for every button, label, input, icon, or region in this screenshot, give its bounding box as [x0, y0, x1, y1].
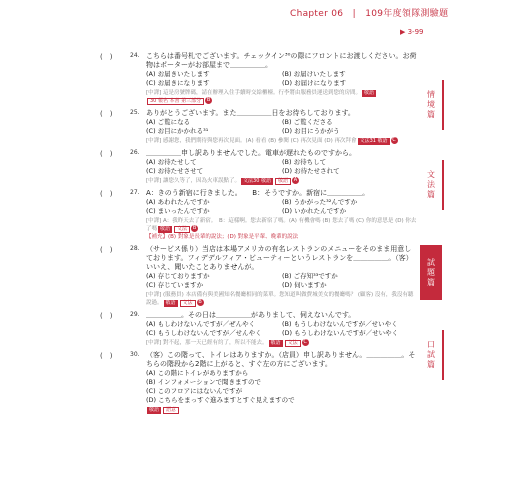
option[interactable]: (A) 存じておりますか	[146, 272, 210, 280]
side-tab-label: 情境篇	[426, 90, 436, 120]
option[interactable]: (D) もうしわけないんですが／せいやく	[282, 329, 399, 337]
page-number: ▶ 3-99	[400, 28, 424, 36]
answer-badge: C	[303, 339, 307, 345]
question-number: 27.	[130, 189, 140, 196]
answer-blank[interactable]: ( )	[100, 190, 113, 198]
side-tab-exam[interactable]	[420, 245, 442, 300]
answer-badge: B	[198, 299, 202, 305]
topic-tag: 語意	[163, 407, 179, 414]
topic-tag: 敬語	[364, 90, 375, 96]
question-item	[100, 149, 418, 185]
option[interactable]: (A) ご覧になる	[146, 118, 191, 126]
answer-blank[interactable]: ( )	[100, 246, 113, 254]
option[interactable]: (C) まいったんですか	[146, 207, 210, 215]
topic-tag: 敬語	[149, 407, 160, 413]
option[interactable]: (C) 存じていますか	[146, 281, 204, 289]
option[interactable]: (D) こちらをまっすぐ進みますとすぐ見えますので	[146, 396, 295, 404]
topic-tag: 敬語	[275, 178, 291, 185]
options	[146, 70, 418, 88]
options	[146, 369, 418, 405]
answer-blank[interactable]: ( )	[100, 352, 113, 360]
option[interactable]: (D) 伺いますか	[282, 281, 327, 289]
option[interactable]: (A) あわれたんですか	[146, 198, 210, 206]
question-item	[100, 245, 418, 307]
answer-blank[interactable]: ( )	[100, 312, 113, 320]
question-number: 25.	[130, 109, 140, 116]
topic-tag: 敬語	[165, 300, 176, 306]
option[interactable]: (C) このフロアにはないんですが	[146, 387, 243, 395]
question-text: （客）この階って、トイレはありますか。（店員）申し訳ありません。＿＿＿＿＿。そちらの階段から2階に上がると、すぐ左の方にございます。	[146, 351, 416, 368]
option[interactable]: (A) もしわけないんですが／ぜんやく	[146, 320, 256, 328]
options	[146, 158, 418, 176]
options	[146, 198, 418, 216]
question-text: （サービス係り）当店は本場アメリカの有名レストランのメニューをそのまま用意しております。フィデデルフィア・ビューティーというレストランを＿＿＿＿＿。（客）いいえ、聞いたことありませんが。	[146, 245, 413, 271]
answer-badge: C	[392, 137, 396, 143]
side-tab-scene[interactable]	[420, 80, 444, 130]
question-number: 26.	[130, 149, 140, 156]
question-item	[100, 189, 418, 241]
question-text: ありがとうございます。また＿＿＿＿＿日をお待ちしております。	[146, 109, 355, 117]
question-text: ＿＿＿＿＿申し訳ありませんでした。電車が遅れたものですから。	[146, 149, 356, 157]
topic-tag: 文法	[180, 300, 196, 307]
topic-tag: 文法31 敬語	[359, 138, 388, 144]
topic-tag: 文法	[174, 226, 190, 233]
translation-note	[146, 89, 418, 105]
option[interactable]: (B) ご存知³³ですか	[282, 272, 338, 280]
answer-badge: B	[192, 225, 197, 231]
translation-note	[146, 291, 418, 307]
answer-blank[interactable]: ( )	[100, 110, 113, 118]
question-number: 29.	[130, 311, 140, 318]
answer-blank[interactable]: ( )	[100, 53, 113, 61]
translation-note	[146, 177, 418, 185]
options	[146, 272, 418, 290]
question-item	[100, 311, 418, 347]
option[interactable]: (B) もうしわけないんですが／せいやく	[282, 320, 398, 328]
option[interactable]: (C) お待たせさせて	[146, 167, 204, 175]
translation-note	[146, 137, 418, 145]
topic-tag: 敬語	[160, 226, 171, 232]
options	[146, 118, 418, 136]
option[interactable]: (C) お届きになります	[146, 79, 210, 87]
supplement-note: 【補充】(B) 對象是長輩的說法；(D) 對象是平輩、晚輩的說法	[146, 234, 299, 240]
question-number: 28.	[130, 245, 140, 252]
question-text: こちらは番号札でございます。チェックイン³⁰の際にフロントにお渡しください。お荷物はポーターがお部屋まで＿＿＿＿＿。	[146, 52, 417, 69]
side-tab-label: 口試篇	[426, 340, 436, 370]
side-tab-grammar[interactable]	[420, 160, 444, 210]
option[interactable]: (D) お待たせされて	[282, 167, 340, 175]
question-text: ＿＿＿＿＿。その日は＿＿＿＿＿がありまして、伺えないんです。	[146, 311, 356, 319]
option[interactable]: (C) お目にかかれる³¹	[146, 127, 209, 135]
option[interactable]: (D) お目にうかがう	[282, 127, 340, 135]
option[interactable]: (B) お待ちして	[282, 158, 327, 166]
question-number: 24.	[130, 52, 140, 59]
side-tab-label: 試題篇	[426, 257, 436, 288]
note-text: [中譯] 對不起，那一天已經有約了，所以不能去。	[146, 340, 268, 346]
option[interactable]: (A) この階にトイレがありますから	[146, 369, 249, 377]
note-text: [中譯] 這是房號牌碼，請在辦理入住手續時交給櫃檯。行李將由服務員運送到您的房間。	[146, 90, 362, 96]
question-item	[100, 109, 418, 145]
answer-badge: A	[293, 177, 298, 183]
answer-blank[interactable]: ( )	[100, 150, 113, 158]
translation-note	[146, 217, 418, 233]
option[interactable]: (D) いかれたんですか	[282, 207, 347, 215]
side-tab-oral[interactable]	[420, 330, 444, 380]
note-text: [中譯] 讓您久等了，因為火車誤點了。	[146, 178, 241, 184]
option[interactable]: (A) お届きいたします	[146, 70, 210, 78]
option[interactable]: (B) ご覧くださる	[282, 118, 333, 126]
note-text: [中譯] (服務員) 本店備有與美國知名餐廳相同的菜單。您知道叫做費城美女的餐廳嗎？ (顧客) 沒有，我沒有聽說過。	[146, 292, 414, 306]
question-item	[100, 351, 418, 414]
option[interactable]: (B) インフォメーションで聞きますので	[146, 378, 262, 386]
topic-tag: 敬語	[270, 340, 281, 346]
options	[146, 320, 418, 338]
translation-note	[146, 339, 418, 347]
option[interactable]: (A) お待たせして	[146, 158, 197, 166]
answer-badge: B	[206, 97, 211, 103]
chapter-title: Chapter 06 | 109年度領隊測驗題	[290, 9, 449, 19]
option[interactable]: (B) うかがった³²んですか	[282, 198, 358, 206]
page-header	[0, 0, 520, 40]
translation-note	[146, 406, 418, 414]
option[interactable]: (D) お届けになります	[282, 79, 347, 87]
question-text: A：きのう新宿に行きました。 B：そうですか。新宿に＿＿＿＿＿。	[146, 189, 370, 197]
topic-tag: 文法30 敬語	[243, 178, 271, 184]
option[interactable]: (C) もうしわけないんですが／せんやく	[146, 329, 262, 337]
question-number: 30.	[130, 351, 140, 358]
note-text: [中譯] 感謝您，我們期待與您再次見面。(A) 看看 (B) 參閱 (C) 再次見面 (D) 再次拜會	[146, 138, 357, 144]
topic-tag: 文法	[285, 340, 301, 347]
topic-tag: 30 報名 本書 第三部分	[147, 98, 204, 105]
side-tab-label: 文法篇	[426, 170, 436, 200]
note-text: [中譯] A：我昨天去了新宿。 B：這樣啊。您去新宿了嗎。(A) 有機會嗎 (B) 您去了嗎 (C) 你的意思是 (D) 你去了嗎	[146, 218, 417, 232]
question-list	[100, 52, 418, 418]
question-item	[100, 52, 418, 105]
option[interactable]: (B) お届けいたします	[282, 70, 346, 78]
